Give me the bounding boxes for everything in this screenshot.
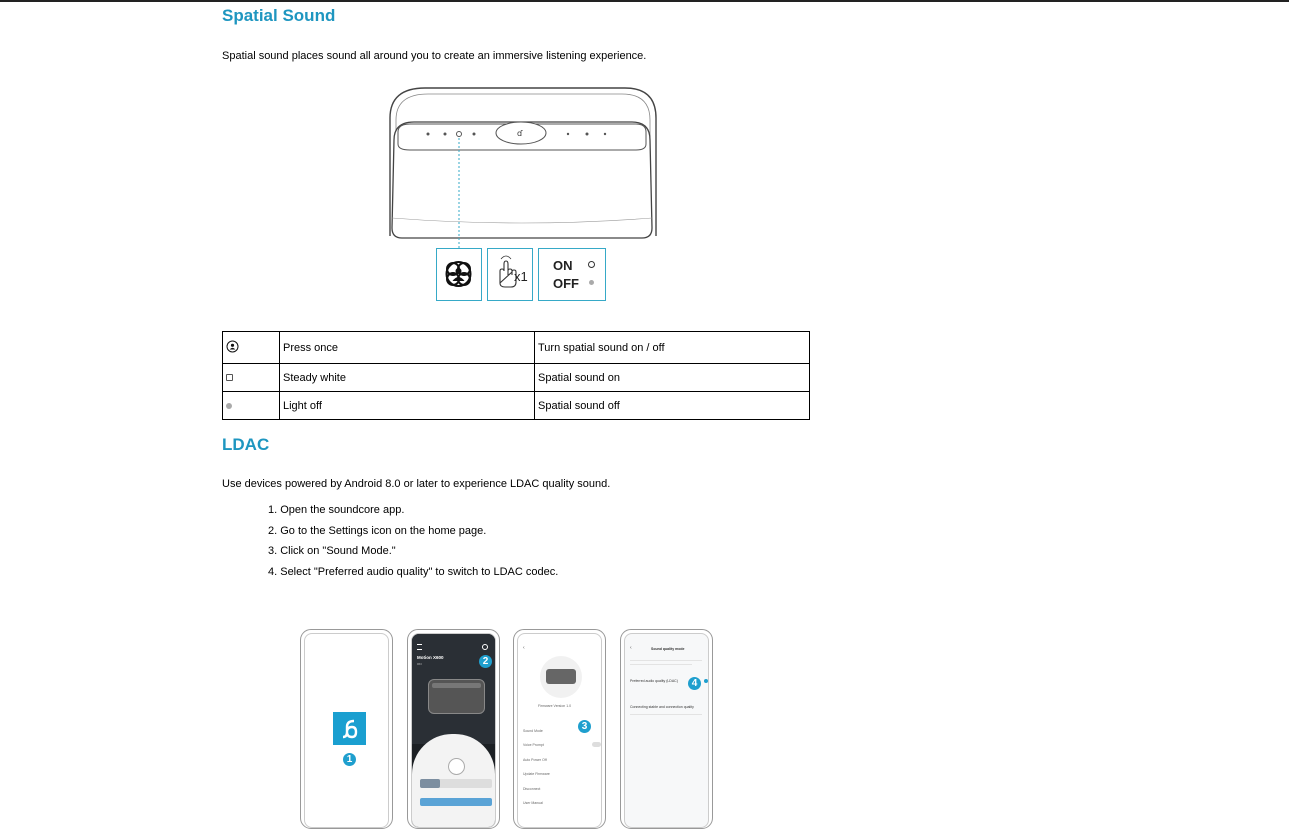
spatial-sound-icon: [437, 249, 480, 299]
sound-quality-title: Sound quality mode: [651, 647, 685, 651]
menu-auto-power-off: Auto Power Off: [523, 758, 547, 762]
light-off-icon: [226, 403, 232, 409]
play-icon: [448, 758, 465, 775]
speaker-thumb: [540, 656, 582, 698]
off-label: OFF: [553, 276, 579, 291]
table-cell-result: Turn spatial sound on / off: [535, 332, 810, 364]
soundcore-app-icon: [333, 712, 366, 745]
press-once-box: [487, 248, 533, 301]
mode-bar: [420, 798, 492, 806]
option-preferred-quality: Preferred audio quality (LDAC): [630, 679, 678, 683]
ldac-steps-list: [268, 503, 558, 585]
menu-voice-prompt: Voice Prompt: [523, 743, 544, 747]
white-light-icon: [588, 261, 595, 268]
step-badge-3: 3: [578, 720, 591, 733]
gear-icon: [482, 644, 488, 650]
phone-step-1: [300, 629, 393, 829]
phone-screen: [411, 633, 496, 828]
on-label: ON: [553, 258, 573, 273]
selected-radio-icon: [704, 679, 708, 683]
option-stable-connection: Connecting stable and connection quality: [630, 705, 694, 709]
section-heading-ldac: LDAC: [222, 435, 270, 454]
menu-disconnect: Disconnect: [523, 787, 541, 791]
phone-screen: [624, 633, 709, 828]
soundcore-logo-icon: [333, 712, 366, 745]
step-badge-1: 1: [343, 753, 356, 766]
press-count: x1: [514, 269, 528, 284]
device-title: Motion X600: [417, 655, 444, 660]
phone-step-3: [513, 629, 606, 829]
phone-screen: [304, 633, 389, 828]
menu-sound-mode: Sound Mode: [523, 729, 543, 733]
voice-toggle: [592, 742, 601, 747]
on-off-box: [538, 248, 606, 301]
table-cell-result: Spatial sound on: [535, 364, 810, 392]
table-row: [223, 332, 810, 364]
spatial-button-box: [436, 248, 482, 301]
phone-step-4: [620, 629, 713, 829]
white-light-icon: [226, 374, 233, 381]
table-cell-icon: [223, 392, 280, 420]
table-cell-icon: [223, 332, 280, 364]
spatial-intro: Spatial sound places sound all around you to create an immersive listening experience.: [222, 50, 647, 62]
ldac-intro: Use devices powered by Android 8.0 or later to experience LDAC quality sound.: [222, 478, 611, 490]
table-cell-action: Steady white: [280, 364, 535, 392]
spatial-sound-table: [222, 331, 810, 420]
list-item: 3. Click on "Sound Mode.": [268, 545, 396, 557]
eq-bar-fill: [420, 779, 440, 788]
list-item: 1. Open the soundcore app.: [268, 504, 405, 516]
table-row: [223, 364, 810, 392]
light-off-icon: [589, 280, 594, 285]
menu-update-firmware: Update Firmware: [523, 772, 550, 776]
phone-step-2: [407, 629, 500, 829]
firmware-caption: Firmware Version 1.0: [538, 704, 572, 708]
back-icon: ‹: [630, 645, 632, 651]
top-rule: [0, 0, 1289, 2]
table-cell-action: Press once: [280, 332, 535, 364]
table-cell-icon: [223, 364, 280, 392]
step-badge-2: 2: [479, 655, 492, 668]
section-heading-spatial-sound: Spatial Sound: [222, 6, 336, 25]
step-badge-4: 4: [688, 677, 701, 690]
svg-text:ɗ: ɗ: [517, 129, 523, 138]
table-cell-result: Spatial sound off: [535, 392, 810, 420]
table-row: [223, 392, 810, 420]
table-cell-action: Light off: [280, 392, 535, 420]
menu-user-manual: User Manual: [523, 801, 543, 805]
phone-screen: [517, 633, 602, 828]
spatial-sound-icon: [226, 340, 239, 353]
list-item: 4. Select "Preferred audio quality" to switch to LDAC codec.: [268, 565, 559, 578]
device-status: ON: [417, 662, 422, 666]
menu-icon: [417, 644, 422, 650]
list-item: 2. Go to the Settings icon on the home page.: [268, 524, 487, 537]
speaker-image: [428, 679, 485, 714]
back-icon: ‹: [523, 645, 525, 651]
